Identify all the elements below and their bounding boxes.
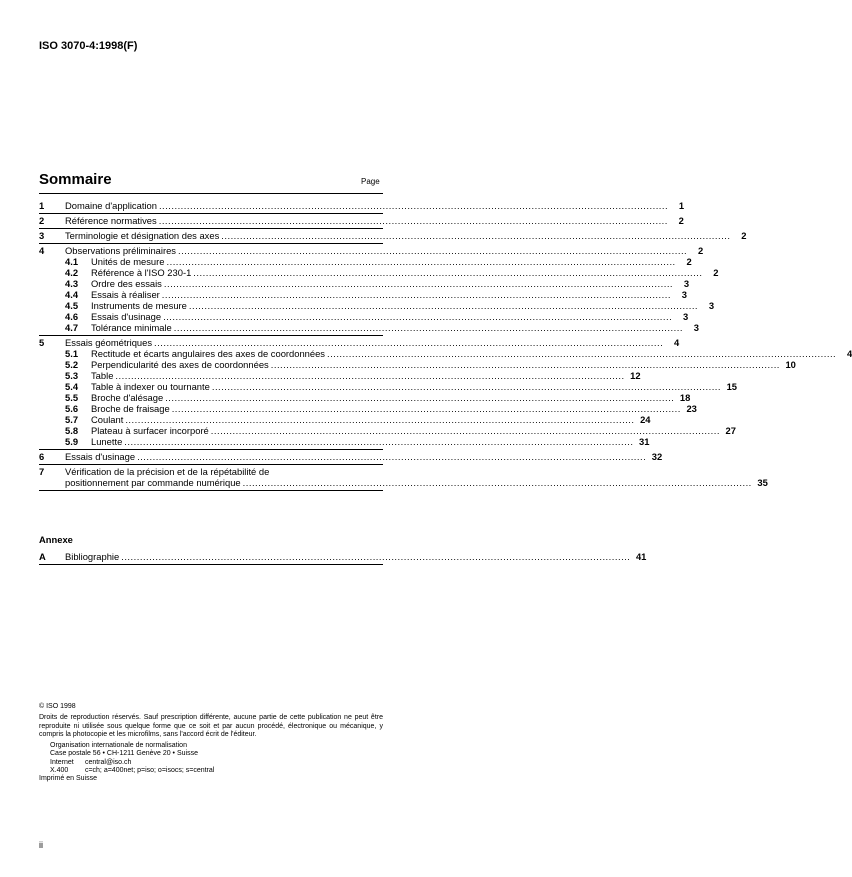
toc-subentry[interactable]	[39, 322, 699, 333]
toc-subentry[interactable]	[39, 289, 687, 300]
dot-leader	[189, 300, 698, 311]
toc-entry-page: 2	[697, 245, 704, 256]
toc-subentry-title: Rectitude et écarts angulaires des axes de coordonnées	[91, 348, 325, 359]
toc-entry-number: 6	[39, 451, 45, 462]
x400-label: X.400	[50, 767, 69, 775]
dot-leader	[178, 245, 687, 256]
toc-subentry-number: 5.9	[65, 436, 79, 447]
rights-statement: Droits de reproduction réservés. Sauf prescription différente, aucune partie de cette publication ne peut être reproduite ni utilisée sous quelque forme que ce soit et par aucun procédé, électronique ou mécanique, y compris la photocopie et les microfilms, sans l'accord écrit de l'éditeur.	[39, 714, 383, 738]
toc-subentry-page: 18	[679, 392, 691, 403]
toc-entry-title: Essais géométriques	[65, 337, 153, 348]
toc-entry[interactable]	[39, 215, 684, 226]
toc-subentry[interactable]	[39, 381, 738, 392]
dot-leader	[115, 370, 624, 381]
toc-subentry[interactable]	[39, 348, 852, 359]
toc-subentry-page: 3	[693, 322, 699, 333]
toc-entry[interactable]	[39, 200, 685, 211]
divider	[39, 449, 383, 450]
dot-leader	[163, 311, 672, 322]
copyright-line: © ISO 1998	[39, 703, 76, 710]
toc-subentry-title: Référence à l'ISO 230-1	[91, 267, 192, 278]
toc-subentry-number: 4.6	[65, 311, 79, 322]
toc-subentry-number: 5.4	[65, 381, 79, 392]
dot-leader	[212, 381, 721, 392]
dot-leader	[193, 267, 702, 278]
toc-entry-number: 2	[39, 215, 45, 226]
toc-subentry-title: Coulant	[91, 414, 124, 425]
toc-subentry-page: 10	[785, 359, 796, 370]
table-of-contents	[39, 200, 852, 492]
dot-leader	[243, 477, 752, 488]
toc-subentry-title: Broche de fraisage	[91, 403, 170, 414]
toc-entry-number: 4	[39, 245, 45, 256]
dot-leader	[124, 436, 633, 447]
dot-leader	[125, 414, 634, 425]
toc-subentry-number: 4.7	[65, 322, 79, 333]
toc-subentry-title: Plateau à surfacer incorporé	[91, 425, 209, 436]
toc-subentry-number: 5.3	[65, 370, 79, 381]
toc-subentry-page: 27	[725, 425, 736, 436]
toc-subentry-title: Lunette	[91, 436, 123, 447]
toc-subentry-title: Perpendicularité des axes de coordonnées	[91, 359, 269, 370]
toc-top-rule	[39, 193, 383, 194]
dot-leader	[154, 337, 663, 348]
toc-subentry-number: 5.2	[65, 359, 79, 370]
x400-address: c=ch; a=400net; p=iso; o=isocs; s=central	[84, 767, 215, 775]
toc-subentry-page: 3	[683, 278, 690, 289]
divider	[39, 243, 383, 244]
dot-leader	[166, 256, 675, 267]
publisher-address	[39, 742, 383, 775]
toc-entry-title: Référence normatives	[65, 215, 157, 226]
annexe-entry-page: 41	[635, 551, 647, 562]
toc-entry-title: Domaine d'application	[65, 200, 157, 211]
organisation-name: Organisation internationale de normalisation	[50, 742, 187, 750]
toc-subentry[interactable]	[39, 300, 715, 311]
dot-leader	[121, 551, 630, 562]
toc-entry-page: 32	[651, 451, 663, 462]
toc-entry-page: 35	[757, 477, 768, 488]
toc-subentry[interactable]	[39, 370, 641, 381]
toc-entry-page: 1	[678, 200, 685, 211]
printed-in: Imprimé en Suisse	[39, 775, 97, 783]
toc-subentry-number: 4.4	[65, 289, 79, 300]
toc-subentry[interactable]	[39, 392, 691, 403]
toc-entry-number: 3	[39, 230, 45, 241]
toc-subentry-title: Essais à réaliser	[91, 289, 160, 300]
toc-subentry-page: 31	[639, 436, 650, 447]
toc-entry-multiline[interactable]	[39, 466, 768, 488]
toc-subentry-page: 24	[640, 414, 651, 425]
toc-entry[interactable]	[39, 230, 747, 241]
toc-subentry-page: 3	[708, 300, 715, 311]
annexe-list	[39, 551, 647, 566]
toc-subentry-title: Table à indexer ou tournante	[91, 381, 210, 392]
toc-subentry[interactable]	[39, 403, 697, 414]
toc-subentry-title: Broche d'alésage	[91, 392, 164, 403]
postal-address: Case postale 56 • CH-1211 Genève 20 • Suisse	[50, 750, 198, 758]
toc-entry-page: 2	[741, 230, 747, 241]
toc-subentry[interactable]	[39, 359, 796, 370]
toc-subentry-page: 2	[686, 256, 692, 267]
toc-subentry-number: 4.3	[65, 278, 79, 289]
dot-leader	[159, 215, 668, 226]
toc-entry-title: Observations préliminaires	[65, 245, 176, 256]
dot-leader	[172, 403, 681, 414]
toc-entry-title: Essais d'usinage	[65, 451, 136, 462]
toc-subentry-number: 4.2	[65, 267, 79, 278]
toc-subentry-page: 3	[681, 289, 687, 300]
document-id: ISO 3070-4:1998(F)	[39, 40, 138, 52]
toc-subentry-page: 2	[713, 267, 719, 278]
toc-subentry-number: 5.6	[65, 403, 79, 414]
toc-entry-title-line-1: Vérification de la précision et de la répétabilité de	[65, 466, 270, 477]
toc-entry[interactable]	[39, 245, 704, 256]
annexe-heading: Annexe	[39, 534, 73, 545]
internet-email[interactable]: central@iso.ch	[84, 758, 132, 766]
toc-entry-number: 1	[39, 200, 45, 211]
toc-subentry[interactable]	[39, 414, 651, 425]
x400-line	[50, 767, 383, 775]
dot-leader	[164, 278, 673, 289]
toc-subentry-page: 15	[726, 381, 738, 392]
divider	[39, 228, 383, 229]
toc-entry-title: Terminologie et désignation des axes	[65, 230, 220, 241]
page-column-label: Page	[361, 177, 380, 186]
dot-leader	[159, 200, 668, 211]
toc-subentry-title: Table	[91, 370, 114, 381]
dot-leader	[271, 359, 780, 370]
toc-subentry-page: 4	[846, 348, 852, 359]
divider	[39, 213, 383, 214]
dot-leader	[221, 230, 730, 241]
divider	[39, 564, 383, 565]
toc-subentry-title: Instruments de mesure	[91, 300, 187, 311]
copyright-block	[39, 703, 383, 784]
toc-title: Sommaire	[39, 171, 112, 188]
dot-leader	[162, 289, 671, 300]
toc-subentry-number: 4.1	[65, 256, 79, 267]
toc-entry-page: 2	[678, 215, 684, 226]
divider	[39, 464, 383, 465]
annexe-entry-letter: A	[39, 551, 46, 562]
toc-subentry[interactable]	[39, 436, 650, 447]
toc-entry[interactable]	[39, 451, 663, 462]
toc-subentry-page: 23	[686, 403, 697, 414]
toc-subentry-page: 3	[683, 311, 689, 322]
dot-leader	[211, 425, 720, 436]
toc-subentry[interactable]	[39, 278, 690, 289]
toc-entry-number: 7	[39, 466, 45, 477]
toc-subentry-page: 12	[630, 370, 641, 381]
toc-subentry-title: Ordre des essais	[91, 278, 162, 289]
dot-leader	[165, 392, 674, 403]
toc-entry-title-line-2: positionnement par commande numérique	[65, 477, 241, 488]
internet-line	[50, 759, 383, 767]
toc-entry[interactable]	[39, 551, 647, 562]
dot-leader	[174, 322, 683, 333]
dot-leader	[327, 348, 836, 359]
dot-leader	[137, 451, 646, 462]
toc-subentry-title: Unités de mesure	[91, 256, 165, 267]
page-number: ii	[39, 840, 43, 850]
divider	[39, 335, 383, 336]
toc-subentry-number: 5.7	[65, 414, 79, 425]
toc-subentry-number: 5.8	[65, 425, 79, 436]
divider	[39, 490, 383, 491]
annexe-entry-title: Bibliographie	[65, 551, 120, 562]
toc-subentry-number: 5.5	[65, 392, 79, 403]
toc-entry-page: 4	[673, 337, 680, 348]
toc-subentry-number: 4.5	[65, 300, 79, 311]
toc-subentry-title: Tolérance minimale	[91, 322, 172, 333]
toc-entry-number: 5	[39, 337, 45, 348]
toc-subentry[interactable]	[39, 256, 692, 267]
toc-subentry-title: Essais d'usinage	[91, 311, 162, 322]
toc-subentry-number: 5.1	[65, 348, 79, 359]
toc-entry[interactable]	[39, 337, 680, 348]
internet-label: Internet	[50, 758, 74, 766]
toc-subentry[interactable]	[39, 267, 719, 278]
toc-subentry[interactable]	[39, 425, 736, 436]
toc-subentry[interactable]	[39, 311, 689, 322]
